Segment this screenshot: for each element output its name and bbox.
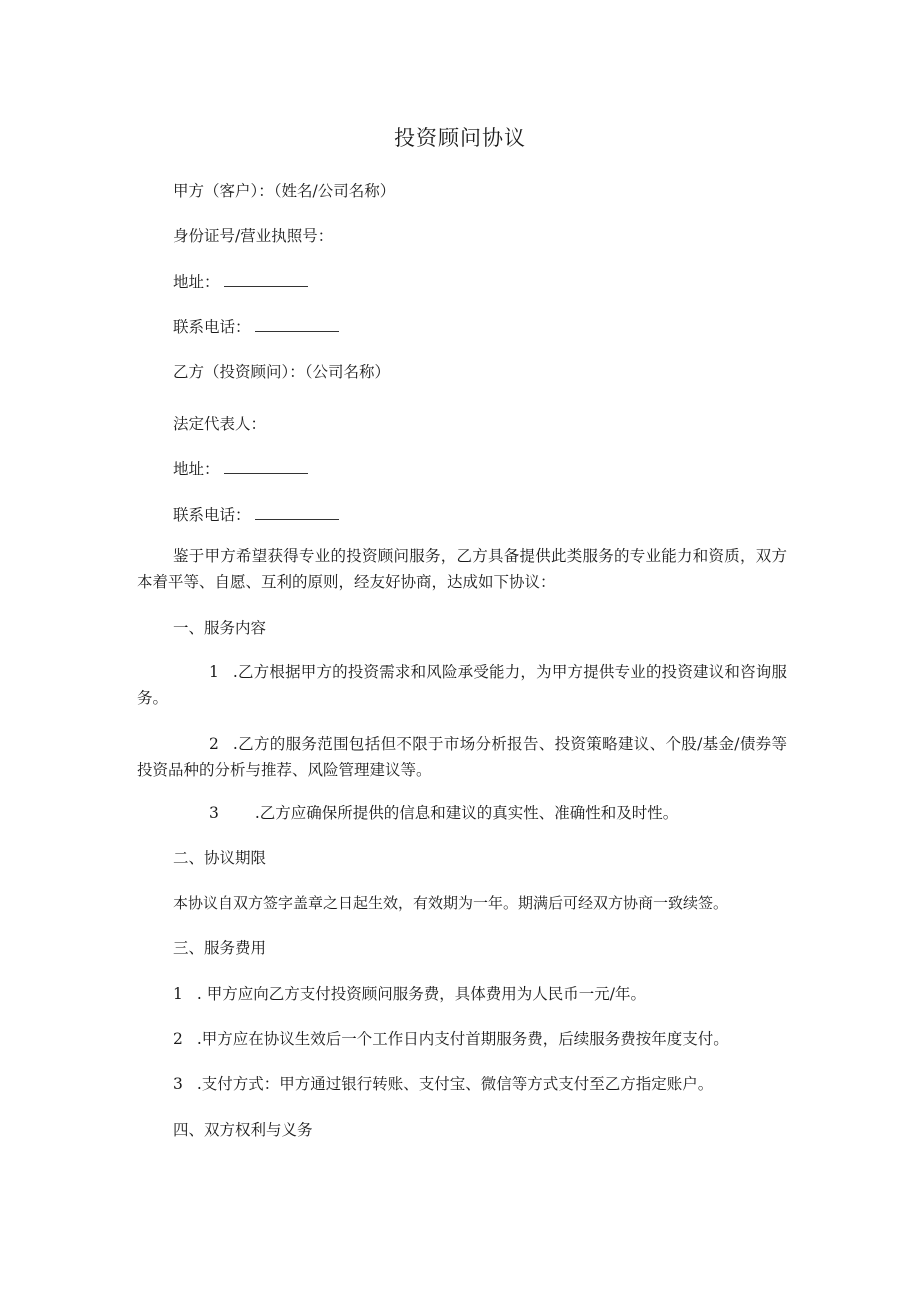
item-number: 2 — [173, 1030, 183, 1048]
preamble-paragraph: 鉴于甲方希望获得专业的投资顾问服务，乙方具备提供此类服务的专业能力和资质，双方本着平等、自愿、互利的原则，经友好协商，达成如下协议： — [137, 547, 787, 591]
section4-heading: 四、双方权利与义务 — [173, 1121, 313, 1139]
party-a-id: 身份证号/营业执照号： — [173, 227, 334, 245]
party-b-phone-blank — [255, 505, 339, 520]
section1-item-1 — [137, 659, 787, 711]
item-text: .乙方应确保所提供的信息和建议的真实性、准确性和及时性。 — [254, 804, 679, 822]
section3-item-2 — [173, 1026, 729, 1052]
item-text: .乙方的服务范围包括但不限于市场分析报告、投资策略建议、个股/基金/债券等投资品种的分析与推荐、风险管理建议等。 — [137, 735, 787, 779]
party-a-address — [173, 269, 308, 295]
party-a-phone — [173, 314, 339, 340]
section3-item-3 — [173, 1071, 713, 1097]
party-a-name: 甲方（客户）：（姓名/公司名称） — [173, 182, 396, 200]
item-text: .甲方应在协议生效后一个工作日内支付首期服务费，后续服务费按年度支付。 — [196, 1030, 729, 1048]
party-b-name: 乙方（投资顾问）：（公司名称） — [173, 363, 391, 381]
item-text: . 甲方应向乙方支付投资顾问服务费，具体费用为人民币一元/年。 — [196, 985, 646, 1003]
party-a-phone-blank — [255, 317, 339, 332]
party-b-address-blank — [224, 459, 308, 474]
item-text: .支付方式：甲方通过银行转账、支付宝、微信等方式支付至乙方指定账户。 — [196, 1075, 714, 1093]
party-b-address — [173, 456, 308, 482]
item-number: 3 — [173, 1075, 183, 1093]
party-a-phone-label: 联系电话： — [173, 318, 251, 336]
party-a-address-label: 地址： — [173, 273, 220, 291]
section2-heading: 二、协议期限 — [173, 849, 267, 867]
item-number: 1 — [209, 663, 219, 681]
section2-text: 本协议自双方签字盖章之日起生效，有效期为一年。期满后可经双方协商一致续签。 — [173, 894, 729, 912]
party-b-rep: 法定代表人： — [173, 415, 267, 433]
party-b-address-label: 地址： — [173, 460, 220, 478]
section1-heading: 一、服务内容 — [173, 619, 267, 637]
item-number: 2 — [209, 735, 219, 753]
party-a-address-blank — [224, 272, 308, 287]
party-b-phone — [173, 502, 339, 528]
item-number: 1 — [173, 985, 183, 1003]
item-text: .乙方根据甲方的投资需求和风险承受能力，为甲方提供专业的投资建议和咨询服务。 — [137, 663, 787, 707]
party-b-phone-label: 联系电话： — [173, 506, 251, 524]
section3-heading: 三、服务费用 — [173, 939, 267, 957]
section3-item-1 — [173, 981, 646, 1007]
section1-item-2 — [137, 731, 787, 783]
section1-item-3 — [137, 800, 787, 826]
document-title: 投资顾问协议 — [394, 126, 526, 150]
item-number: 3 — [209, 804, 219, 822]
